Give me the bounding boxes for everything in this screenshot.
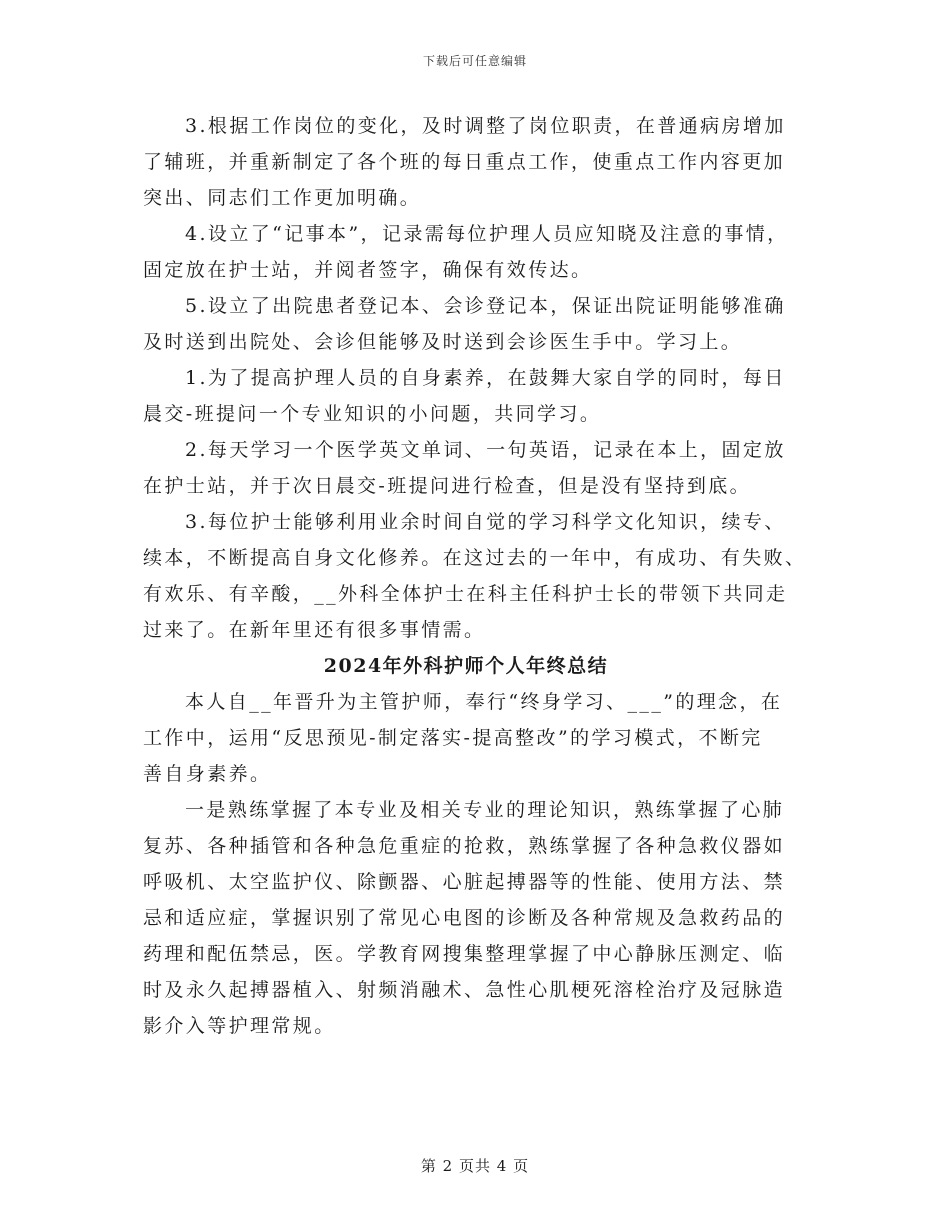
paragraph-line: 3.每位护士能够利用业余时间自觉的学习科学文化知识，续专、: [185, 511, 786, 533]
paragraph-line: 工作中，运用“反思预见-制定落实-提高整改”的学习模式，不断完: [143, 727, 763, 749]
page-header: 下载后可任意编辑: [422, 54, 527, 68]
paragraph-line: 突出、同志们工作更加明确。: [143, 187, 422, 209]
document-body: [143, 108, 807, 1044]
paragraph-line: 5.设立了出院患者登记本、会诊登记本，保证出院证明能够准确: [185, 295, 786, 317]
paragraph-line: 晨交-班提问一个专业知识的小问题，共同学习。: [143, 403, 602, 425]
paragraph-line: 2.每天学习一个医学英文单词、一句英语，记录在本上，固定放: [185, 439, 786, 461]
section-title: 2024年外科护师个人年终总结: [323, 655, 609, 677]
paragraph-line: 忌和适应症，掌握识别了常见心电图的诊断及各种常规及急救药品的: [143, 907, 786, 929]
paragraph-line: 善自身素养。: [143, 763, 272, 785]
paragraph-line: 3.根据工作岗位的变化，及时调整了岗位职责，在普通病房增加: [185, 115, 786, 137]
paragraph-line: 续本，不断提高自身文化修养。在这过去的一年中，有成功、有失败、: [143, 547, 807, 569]
paragraph: [143, 432, 807, 504]
paragraph: [143, 288, 807, 360]
paragraph: [143, 684, 807, 792]
paragraph-line: 一是熟练掌握了本专业及相关专业的理论知识，熟练掌握了心肺: [185, 799, 785, 821]
page-footer: 第 2 页共 4 页: [420, 1157, 530, 1175]
paragraph: [143, 792, 807, 1044]
paragraph-line: 呼吸机、太空监护仪、除颤器、心脏起搏器等的性能、使用方法、禁: [143, 871, 786, 893]
paragraph-line: 4.设立了“记事本”，记录需每位护理人员应知晓及注意的事情，: [185, 223, 789, 245]
paragraph-line: 本人自__年晋升为主管护师，奉行“终身学习、___”的理念，在: [185, 691, 783, 713]
paragraph: [143, 216, 807, 288]
paragraph-line: 药理和配伍禁忌，医。学教育网搜集整理掌握了中心静脉压测定、临: [143, 943, 786, 965]
paragraph-line: 固定放在护士站，并阅者签字，确保有效传达。: [143, 259, 593, 281]
paragraph: [143, 360, 807, 432]
paragraph-line: 1.为了提高护理人员的自身素养，在鼓舞大家自学的同时，每日: [185, 367, 786, 389]
paragraphs-after-section: [143, 684, 807, 1044]
paragraph-line: 过来了。在新年里还有很多事情需。: [143, 619, 486, 641]
paragraph-line: 有欢乐、有辛酸，__外科全体护士在科主任科护士长的带领下共同走: [143, 583, 788, 605]
paragraph-line: 时及永久起搏器植入、射频消融术、急性心肌梗死溶栓治疗及冠脉造: [143, 979, 786, 1001]
paragraphs-before-section: [143, 108, 807, 648]
paragraph: [143, 504, 807, 648]
paragraph-line: 了辅班，并重新制定了各个班的每日重点工作，使重点工作内容更加: [143, 151, 786, 173]
paragraph-line: 复苏、各种插管和各种急危重症的抢救，熟练掌握了各种急救仪器如: [143, 835, 786, 857]
paragraph-line: 及时送到出院处、会诊但能够及时送到会诊医生手中。学习上。: [143, 331, 743, 353]
paragraph-line: 在护士站，并于次日晨交-班提问进行检查，但是没有坚持到底。: [143, 475, 752, 497]
paragraph-line: 影介入等护理常规。: [143, 1015, 336, 1037]
paragraph: [143, 108, 807, 216]
